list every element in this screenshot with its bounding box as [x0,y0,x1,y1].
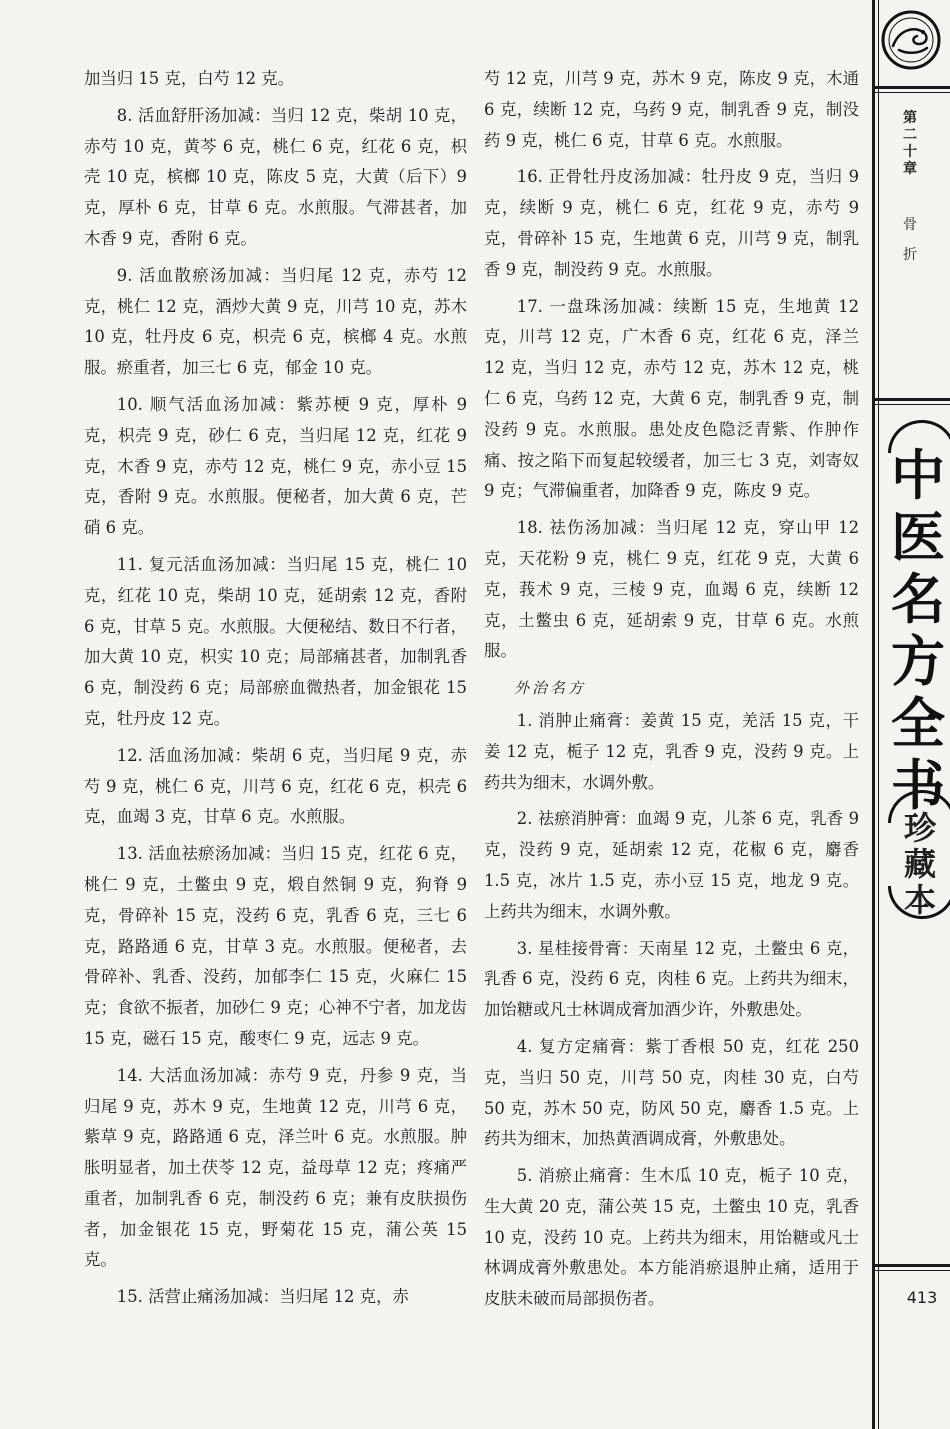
paragraph: 10. 顺气活血汤加减：紫苏梗 9 克，厚朴 9 克，枳壳 9 克，砂仁 6 克，当归尾 12 克，红花 9 克，木香 9 克，赤芍 12 克，桃仁 9 克，赤小豆 15 克，香附 9 克。水煎服。便秘者，加大黄 6 克，芒硝 6 克。 [84,394,467,538]
chapter-name: 骨 折 [903,217,917,263]
paragraph: 17. 一盘珠汤加减：续断 15 克，生地黄 12 克，川芎 12 克，广木香 6 克，红花 6 克，泽兰 12 克，当归 12 克，赤芍 12 克，苏木 12 克，桃仁 6 克，乌药 12 克，大黄 6 克，制乳香 9 克，制没药 9 克。水煎服。患处皮色隐泛青紫、作肿作痛、按之陷下而复起较缓者，加三七 3 克，刘寄奴 9 克；气滞偏重者，加降香 9 克，陈皮 9 克。 [484,296,859,501]
dragon-emblem-icon [879,8,943,72]
book-edition: 珍 藏 本 [903,809,936,919]
paragraph: 16. 正骨牡丹皮汤加减：牡丹皮 9 克，当归 9 克，续断 9 克，桃仁 6 克，红花 9 克，赤芍 9 克，骨碎补 15 克，生地黄 6 克，川芎 9 克，制乳香 9 克，制没药 9 克。水煎服。 [484,167,859,279]
page-number: 413 [906,1288,938,1307]
section-heading: 外治名方 [514,679,587,698]
paragraph: 3. 星桂接骨膏：天南星 12 克，土鳖虫 6 克，乳香 6 克，没药 6 克，肉桂 6 克。上药共为细末，加饴糖或凡士林调成膏加酒少许，外敷患处。 [484,938,859,1020]
chapter-label: 第 二 十 章 [903,110,917,177]
paragraph: 18. 祛伤汤加减：当归尾 12 克，穿山甲 12 克，天花粉 9 克，桃仁 9 克，红花 9 克，大黄 6 克，莪术 9 克，三棱 9 克，血竭 6 克，续断 12 克，土鳖虫 6 克，延胡索 9 克，甘草 6 克。水煎服。 [484,518,859,661]
paragraph: 11. 复元活血汤加减：当归尾 15 克，桃仁 10 克，红花 10 克，柴胡 10 克，延胡索 12 克，香附 6 克，甘草 5 克。水煎服。大便秘结、数日不行者，加大黄 10 克，枳实 10 克；局部痛甚者，加制乳香 6 克，制没药 6 克；局部瘀血微热者，加金银花 15 克，牡丹皮 12 克。 [84,554,467,728]
paragraph: 8. 活血舒肝汤加减：当归 12 克，柴胡 10 克，赤芍 10 克，黄芩 6 克，桃仁 6 克，红花 6 克，枳壳 10 克，槟榔 10 克，陈皮 5 克，大黄（后下）9 克，厚朴 6 克，甘草 6 克。水煎服。气滞甚者，加木香 9 克，香附 6 克。 [84,105,467,248]
paragraph: 15. 活营止痛汤加减：当归尾 12 克，赤 [116,1287,409,1307]
paragraph: 4. 复方定痛膏：紫丁香根 50 克，红花 250 克，当归 50 克，川芎 50 克，肉桂 30 克，白芍 50 克，苏木 50 克，防风 50 克，麝香 1.5 克。上药共为细末，加热黄酒调成膏，外敷患处。 [484,1036,859,1149]
paragraph: 9. 活血散瘀汤加减：当归尾 12 克，赤芍 12 克，桃仁 12 克，酒炒大黄 9 克，川芎 10 克，苏木 10 克，牡丹皮 6 克，枳壳 6 克，槟榔 4 克。水煎服。瘀重者，加三七 6 克，郁金 10 克。 [84,265,467,378]
book-title: 中 医 名 方 全 书 [891,443,945,817]
paragraph: 芍 12 克，川芎 9 克，苏木 9 克，陈皮 9 克，木通 6 克，续断 12 克，乌药 9 克，制乳香 9 克，制没药 9 克，桃仁 6 克，甘草 6 克。水煎服。 [484,69,859,150]
paragraph: 5. 消瘀止痛膏：生木瓜 10 克，栀子 10 克，生大黄 20 克，蒲公英 15 克，土鳖虫 10 克，乳香 10 克，没药 10 克。上药共为细末，用饴糖或凡士林调成膏外敷患处。本方能消瘀退肿止痛，适用于皮肤未破而局部损伤者。 [484,1166,859,1309]
paragraph: 1. 消肿止痛膏：姜黄 15 克，羌活 15 克，干姜 12 克，栀子 12 克，乳香 9 克，没药 9 克。上药共为细末，水调外敷。 [484,710,859,792]
paragraph: 13. 活血祛瘀汤加减：当归 15 克，红花 6 克，桃仁 9 克，土鳖虫 9 克，煅自然铜 9 克，狗脊 9 克，骨碎补 15 克，没药 6 克，乳香 6 克，三七 6 克，路路通 6 克，甘草 3 克。水煎服。便秘者，去骨碎补、乳香、没药，加郁李仁 15 克，火麻仁 15 克；食欲不振者，加砂仁 9 克；心神不宁者，加龙齿 15 克，磁石 15 克，酸枣仁 9 克，远志 9 克。 [84,844,467,1048]
paragraph: 加当归 15 克，白芍 12 克。 [84,69,295,88]
left-text-column [84,64,467,1319]
right-text-column [484,64,859,1321]
paragraph: 12. 活血汤加减：柴胡 6 克，当归尾 9 克，赤芍 9 克，桃仁 6 克，川芎 6 克，红花 6 克，枳壳 6 克，血竭 3 克，甘草 6 克。水煎服。 [84,745,467,827]
paragraph: 2. 祛瘀消肿膏：血竭 9 克，儿茶 6 克，乳香 9 克，没药 9 克，延胡索 12 克，花椒 6 克，麝香 1.5 克，冰片 1.5 克，赤小豆 15 克，地龙 9 克。上药共为细末，水调外敷。 [484,809,859,921]
paragraph: 14. 大活血汤加减：赤芍 9 克，丹参 9 克，当归尾 9 克，苏木 9 克，生地黄 12 克，川芎 6 克，紫草 9 克，路路通 6 克，泽兰叶 6 克。水煎服。肿胀明显者，加土茯苓 12 克，益母草 12 克；疼痛严重者，加制乳香 6 克，制没药 6 克；兼有皮肤损伤者，加金银花 15 克，野菊花 15 克，蒲公英 15 克。 [84,1065,467,1270]
